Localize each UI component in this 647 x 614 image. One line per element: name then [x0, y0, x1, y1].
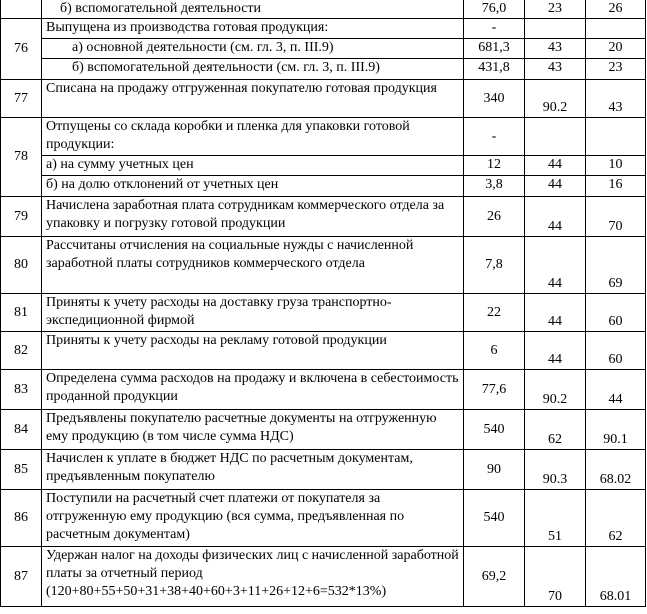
credit-account — [586, 118, 646, 156]
credit-account: 60 — [586, 294, 646, 332]
table-row — [1, 176, 646, 197]
row-number: 80 — [1, 237, 42, 294]
amount: 77,6 — [464, 370, 525, 410]
operation-text: Начислен к уплате в бюджет НДС по расчетным документам, предъявленным покупателю — [42, 450, 464, 490]
credit-account: 23 — [586, 59, 646, 80]
operation-text: Выпущена из производства готовая продукция: — [42, 19, 464, 39]
debit-account: 44 — [525, 176, 586, 197]
row-number: 79 — [1, 197, 42, 237]
operation-text: Приняты к учету расходы на рекламу готовой продукции — [42, 332, 464, 370]
credit-account: 69 — [586, 237, 646, 294]
table-row — [1, 332, 646, 370]
debit-account: 44 — [525, 156, 586, 176]
debit-account: 90.2 — [525, 80, 586, 118]
amount: 7,8 — [464, 237, 525, 294]
debit-account: 90.3 — [525, 450, 586, 490]
table-row — [1, 370, 646, 410]
amount: 76,0 — [464, 0, 525, 19]
table-row — [1, 118, 646, 156]
operation-text: б) на долю отклонений от учетных цен — [42, 176, 464, 197]
credit-account: 68.01 — [586, 547, 646, 607]
operation-text: б) вспомогательной деятельности (см. гл. 3, п. III.9) — [42, 59, 464, 80]
amount: 540 — [464, 410, 525, 450]
table-row — [1, 294, 646, 332]
row-number: 76 — [1, 19, 42, 80]
debit-account: 44 — [525, 294, 586, 332]
table-row — [1, 547, 646, 607]
credit-account — [586, 19, 646, 39]
operation-text: Начислена заработная плата сотрудникам коммерческого отдела за упаковку и погрузку готовой продукции — [42, 197, 464, 237]
amount: - — [464, 118, 525, 156]
credit-account: 44 — [586, 370, 646, 410]
row-number: 82 — [1, 332, 42, 370]
debit-account: 43 — [525, 59, 586, 80]
table-row — [1, 450, 646, 490]
row-number: 78 — [1, 118, 42, 197]
row-number: 81 — [1, 294, 42, 332]
amount: 26 — [464, 197, 525, 237]
amount: 6 — [464, 332, 525, 370]
debit-account: 70 — [525, 547, 586, 607]
operation-text: Рассчитаны отчисления на социальные нужды с начисленной заработной платы сотрудников коммерческого отдела — [42, 237, 464, 294]
row-number: 86 — [1, 490, 42, 547]
debit-account: 90.2 — [525, 370, 586, 410]
debit-account — [525, 118, 586, 156]
operation-text: Предъявлены покупателю расчетные документы на отгруженную ему продукцию (в том числе сумма НДС) — [42, 410, 464, 450]
table-row — [1, 59, 646, 80]
amount: 22 — [464, 294, 525, 332]
table-row — [1, 39, 646, 59]
amount: 540 — [464, 490, 525, 547]
credit-account: 16 — [586, 176, 646, 197]
amount: 3,8 — [464, 176, 525, 197]
table-row — [1, 237, 646, 294]
amount: - — [464, 19, 525, 39]
row-number: 77 — [1, 80, 42, 118]
debit-account — [525, 19, 586, 39]
operation-text: Отпущены со склада коробки и пленка для упаковки готовой продукции: — [42, 118, 464, 156]
credit-account: 70 — [586, 197, 646, 237]
debit-account: 23 — [525, 0, 586, 19]
operation-text: б) вспомогательной деятельности — [42, 0, 464, 19]
operation-text: а) основной деятельности (см. гл. 3, п. III.9) — [42, 39, 464, 59]
amount: 681,3 — [464, 39, 525, 59]
amount: 340 — [464, 80, 525, 118]
debit-account: 62 — [525, 410, 586, 450]
row-number: 85 — [1, 450, 42, 490]
table-row — [1, 490, 646, 547]
credit-account: 60 — [586, 332, 646, 370]
credit-account: 26 — [586, 0, 646, 19]
table-row — [1, 0, 646, 19]
row-number: 87 — [1, 547, 42, 607]
debit-account: 43 — [525, 39, 586, 59]
operation-text: Списана на продажу отгруженная покупателю готовая продукция — [42, 80, 464, 118]
table-row — [1, 197, 646, 237]
operation-text: а) на сумму учетных цен — [42, 156, 464, 176]
debit-account: 44 — [525, 197, 586, 237]
credit-account: 20 — [586, 39, 646, 59]
operation-text: Приняты к учету расходы на доставку груза транспортно-экспедиционной фирмой — [42, 294, 464, 332]
credit-account: 62 — [586, 490, 646, 547]
row-number — [1, 0, 42, 19]
row-number: 83 — [1, 370, 42, 410]
operation-text: Определена сумма расходов на продажу и включена в себестоимость проданной продукции — [42, 370, 464, 410]
operation-description: Удержан налог на доходы физических лиц с начисленной заработной платы за отчетный период — [46, 548, 459, 581]
row-number: 84 — [1, 410, 42, 450]
operation-text — [42, 547, 464, 607]
amount: 431,8 — [464, 59, 525, 80]
calculation-formula: (120+80+55+50+31+38+40+60+3+11+26+12+6=532*13%) — [46, 584, 387, 599]
debit-account: 51 — [525, 490, 586, 547]
amount: 12 — [464, 156, 525, 176]
credit-account: 10 — [586, 156, 646, 176]
table-row — [1, 19, 646, 39]
credit-account: 43 — [586, 80, 646, 118]
table-row — [1, 80, 646, 118]
debit-account: 44 — [525, 332, 586, 370]
debit-account: 44 — [525, 237, 586, 294]
amount: 69,2 — [464, 547, 525, 607]
credit-account: 68.02 — [586, 450, 646, 490]
credit-account: 90.1 — [586, 410, 646, 450]
table-row — [1, 156, 646, 176]
amount: 90 — [464, 450, 525, 490]
operation-text: Поступили на расчетный счет платежи от покупателя за отгруженную ему продукцию (вся сумма, предъявленная по расчетным документам) — [42, 490, 464, 547]
table-row — [1, 410, 646, 450]
